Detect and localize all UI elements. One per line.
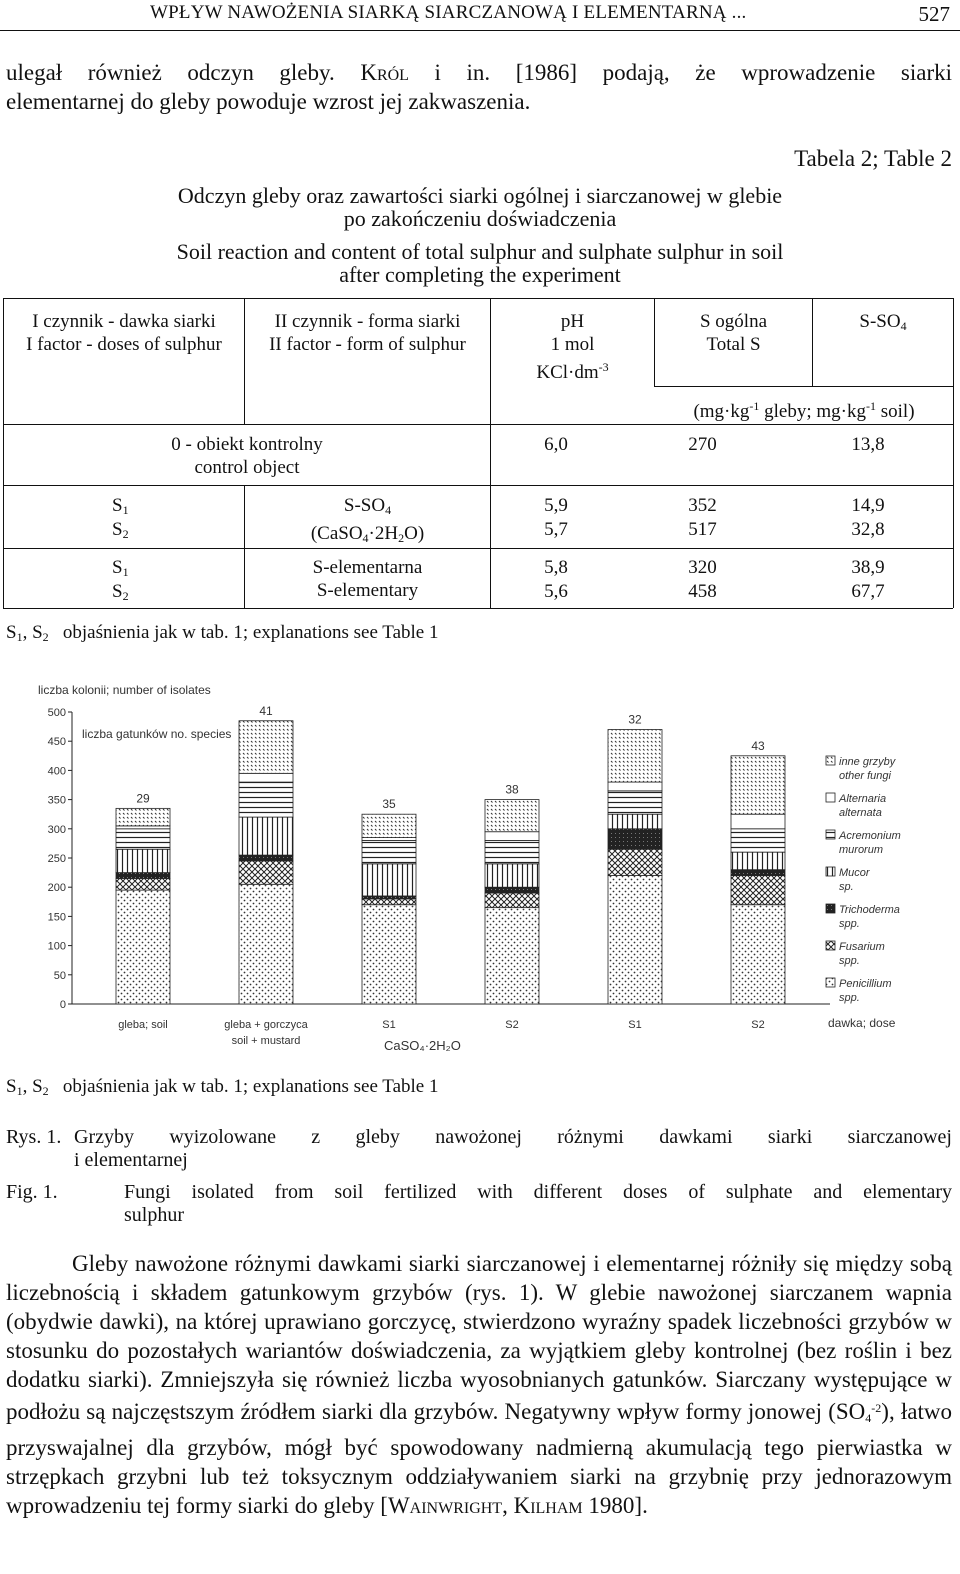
legend-swatch (826, 756, 835, 765)
legend-label: Alternaria (839, 793, 887, 805)
bar-segment (116, 873, 170, 879)
cell-ph: 5,7 (544, 519, 568, 540)
legend-label: Trichoderma (839, 904, 900, 916)
bar-segment (485, 832, 539, 841)
y-tick-label: 350 (47, 794, 66, 807)
table-caption-pl: Odczyn gleby oraz zawartości siarki ogólnej i siarczanowej w glebie po zakończeniu doświadczenia (177, 183, 783, 231)
bar-segment (239, 773, 293, 782)
y-tick-label: 100 (47, 940, 66, 953)
bar-segment (485, 840, 539, 863)
x-tick-label: S2 (751, 1019, 765, 1031)
bar-segment (362, 899, 416, 905)
y-tick-label: 450 (47, 736, 66, 749)
y-tick-label: 300 (47, 823, 66, 836)
bar-segment (239, 855, 293, 861)
citation-kilham: Kilham (513, 1493, 583, 1518)
y-tick-label: 200 (47, 882, 66, 895)
form-elementary: S-elementarna S-elementary (312, 557, 423, 601)
y-tick-label: 0 (59, 999, 66, 1011)
species-label: liczba gatunków no. species (82, 727, 232, 741)
data-table (0, 0, 960, 620)
cell-sso4: 13,8 (851, 434, 885, 455)
bar-segment (362, 814, 416, 837)
cell-ph: 6,0 (544, 434, 568, 455)
legend-swatch (826, 867, 835, 876)
table-label: Tabela 2; Table 2 (794, 146, 952, 171)
cell-total-s: 517 (688, 519, 717, 540)
bar-segment (239, 817, 293, 855)
species-count: 43 (751, 738, 765, 753)
bar-segment (731, 876, 785, 905)
cell-total-s: 458 (688, 581, 717, 602)
body-paragraph: Gleby nawożone różnymi dawkami siarki siarczanowej i elementarnej różniły się między sobą liczebnością i składem gatunkowym grzybów (rys. 1). W glebie nawożonej siarczanem wapnia (obydwie dawki), na której uprawiano gorczycę, stwierdzono wyraźny spadek liczebności grzybów w stosunku do pozostałych wariantów doświadczenia, za wyjątkiem gleby kontrolnej (bez roślin i bez dodatku siarki). Zmniejszyła się również liczba wyosobnianych gatunków. Siarczany występujące w podłożu są najczęstszym źródłem siarki dla grzybów. Negatywny wpływ formy jonowej $(SO_4^{-2})$, łatwo przyswajalnej dla grzybów, mógł być spowodowany nadmierną akumulacją tego pierwiastka w strzępkach grzybni lub też toksycznym oddziaływaniem siarki na grzybnię przy jednorazowym wprowadzeniu tej formy siarki do gleby [Wainwright, Kilham 1980]. (6, 1251, 952, 1518)
bar-segment (362, 864, 416, 896)
page-number: 527 (918, 2, 950, 26)
bar-segment (608, 814, 662, 829)
legend-swatch (826, 978, 835, 987)
cell-total-s: 352 (688, 495, 717, 516)
col-header-form: II czynnik - forma siarki II factor - form of sulphur (269, 311, 466, 355)
y-axis-title: liczba kolonii; number of isolates (38, 683, 211, 697)
species-count: 35 (382, 797, 396, 812)
col-header-ph: pH 1 mol $KCl\cdot dm^{-3}$ (536, 311, 609, 383)
col-header-dose: I czynnik - dawka siarki I factor - doses of sulphur (26, 311, 222, 355)
bar-segment (485, 864, 539, 887)
species-count: 29 (136, 791, 150, 806)
cell-total-s: 320 (688, 557, 717, 578)
bar-segment (608, 791, 662, 814)
y-tick-label: 50 (53, 969, 66, 982)
legend-label: alternata (839, 807, 882, 819)
cell-sso4: 32,8 (851, 519, 885, 540)
bar-segment (608, 876, 662, 1004)
cell-sso4: 14,9 (851, 495, 885, 516)
cell-sso4: 67,7 (851, 581, 885, 602)
author-krol: Król (360, 60, 409, 85)
y-tick-label: 400 (47, 765, 66, 778)
y-tick-label: 500 (47, 707, 66, 719)
bar-segment (116, 849, 170, 872)
legend-label: Fusarium (839, 941, 885, 953)
cell-ph: 5,6 (544, 581, 568, 602)
bar-segment (116, 890, 170, 1004)
control-object-label: 0 - obiekt kontrolny control object (171, 434, 323, 478)
bar-segment (362, 838, 416, 841)
y-tick-label: 150 (47, 911, 66, 924)
bar-segment (485, 800, 539, 832)
legend-swatch (826, 830, 835, 839)
bar-segment (608, 730, 662, 783)
cell-total-s: 270 (688, 434, 717, 455)
bar-segment (116, 829, 170, 849)
legend-label: spp. (839, 955, 860, 967)
cell-sso4: 38,9 (851, 557, 885, 578)
bar-segment (608, 782, 662, 791)
bar-segment (116, 808, 170, 826)
bar-segment (239, 721, 293, 774)
bar-segment (485, 887, 539, 893)
legend-swatch (826, 904, 835, 913)
bar-segment (485, 893, 539, 908)
legend-label: spp. (839, 918, 860, 930)
legend-swatch (826, 941, 835, 950)
bar-segment (239, 861, 293, 884)
bar-segment (362, 840, 416, 863)
figure-caption-pl: Rys. 1. Grzyby wyizolowane z gleby nawożonej różnymi dawkami siarki siarczanowej i elementarnej (6, 1126, 952, 1171)
x-tick-label: gleba; soil (118, 1019, 168, 1031)
bar-segment (362, 896, 416, 899)
dose-s1: $S_1$ (112, 557, 129, 579)
bar-segment (485, 908, 539, 1004)
citation-wainwright: Wainwright (387, 1493, 503, 1518)
bar-segment (731, 756, 785, 814)
legend-label: Acremonium (839, 830, 901, 842)
x-tick-label: gleba + gorczyca (224, 1019, 308, 1031)
legend-label: Penicillium (839, 978, 892, 990)
running-title: WPŁYW NAWOŻENIA SIARKĄ SIARCZANOWĄ I ELEMENTARNĄ ... (150, 2, 747, 23)
bar-segment (731, 852, 785, 870)
legend-label: Mucor (839, 867, 870, 879)
units-label: ($mg\cdot kg^{-1}$ gleby; $mg\cdot kg^{-1}$ soil) (693, 399, 915, 422)
bar-segment (116, 878, 170, 890)
y-tick-label: 250 (47, 853, 66, 865)
table-note: $S_1$, $S_2$ objaśnienia jak w tab. 1; explanations see Table 1 (6, 622, 439, 644)
x-tick-label: soil + mustard (231, 1035, 301, 1047)
col-header-total-s: S ogólna Total S (699, 311, 768, 355)
bar-segment (608, 829, 662, 849)
legend-label: sp. (839, 881, 854, 893)
bar-segment (731, 814, 785, 829)
bar-segment (239, 884, 293, 1004)
bar-segment (362, 905, 416, 1004)
x-tick-label: S2 (505, 1019, 519, 1031)
cell-ph: 5,8 (544, 557, 568, 578)
form-sulphate: $S-SO_4$ $(CaSO_4\cdot 2H_2O)$ (310, 495, 425, 545)
bar-segment (731, 829, 785, 852)
figure-note: $S_1$, $S_2$ objaśnienia jak w tab. 1; explanations see Table 1 (6, 1076, 439, 1098)
species-count: 38 (505, 782, 519, 797)
table-caption-en: Soil reaction and content of total sulphur and sulphate sulphur in soil after completing the experiment (176, 239, 784, 287)
cell-ph: 5,9 (544, 495, 568, 516)
x-tick-label: S1 (628, 1019, 642, 1031)
dose-s1: $S_1$ (112, 495, 129, 517)
bar-segment (731, 870, 785, 876)
x-axis-title: dawka; dose (828, 1016, 896, 1030)
bar-segment (116, 826, 170, 829)
legend-label: murorum (839, 844, 884, 856)
x-tick-label: S1 (382, 1019, 396, 1031)
species-count: 41 (259, 703, 273, 718)
legend-label: spp. (839, 992, 860, 1004)
legend-swatch (826, 793, 835, 802)
species-count: 32 (628, 712, 642, 727)
fungi-chart (30, 680, 930, 1060)
col-header-sso4: $S-SO_4$ (859, 311, 907, 333)
legend-label: inne grzyby (839, 756, 896, 768)
intro-paragraph: ulegał również odczyn gleby. Król i in. [1986] podają, że wprowadzenie siarki elementarnej do gleby powoduje wzrost jej zakwaszenia. (6, 60, 953, 114)
dose-s2: $S_2$ (112, 581, 129, 603)
x-extra-label: CaSO₄·2H₂O (384, 1038, 461, 1053)
figure-caption-en: Fig. 1. Fungi isolated from soil fertilized with different doses of sulphate and elementary sulphur (6, 1181, 952, 1226)
bar-segment (731, 905, 785, 1004)
bar-segment (608, 849, 662, 875)
legend-label: other fungi (839, 770, 891, 782)
dose-s2: $S_2$ (112, 519, 129, 541)
bar-segment (239, 782, 293, 817)
